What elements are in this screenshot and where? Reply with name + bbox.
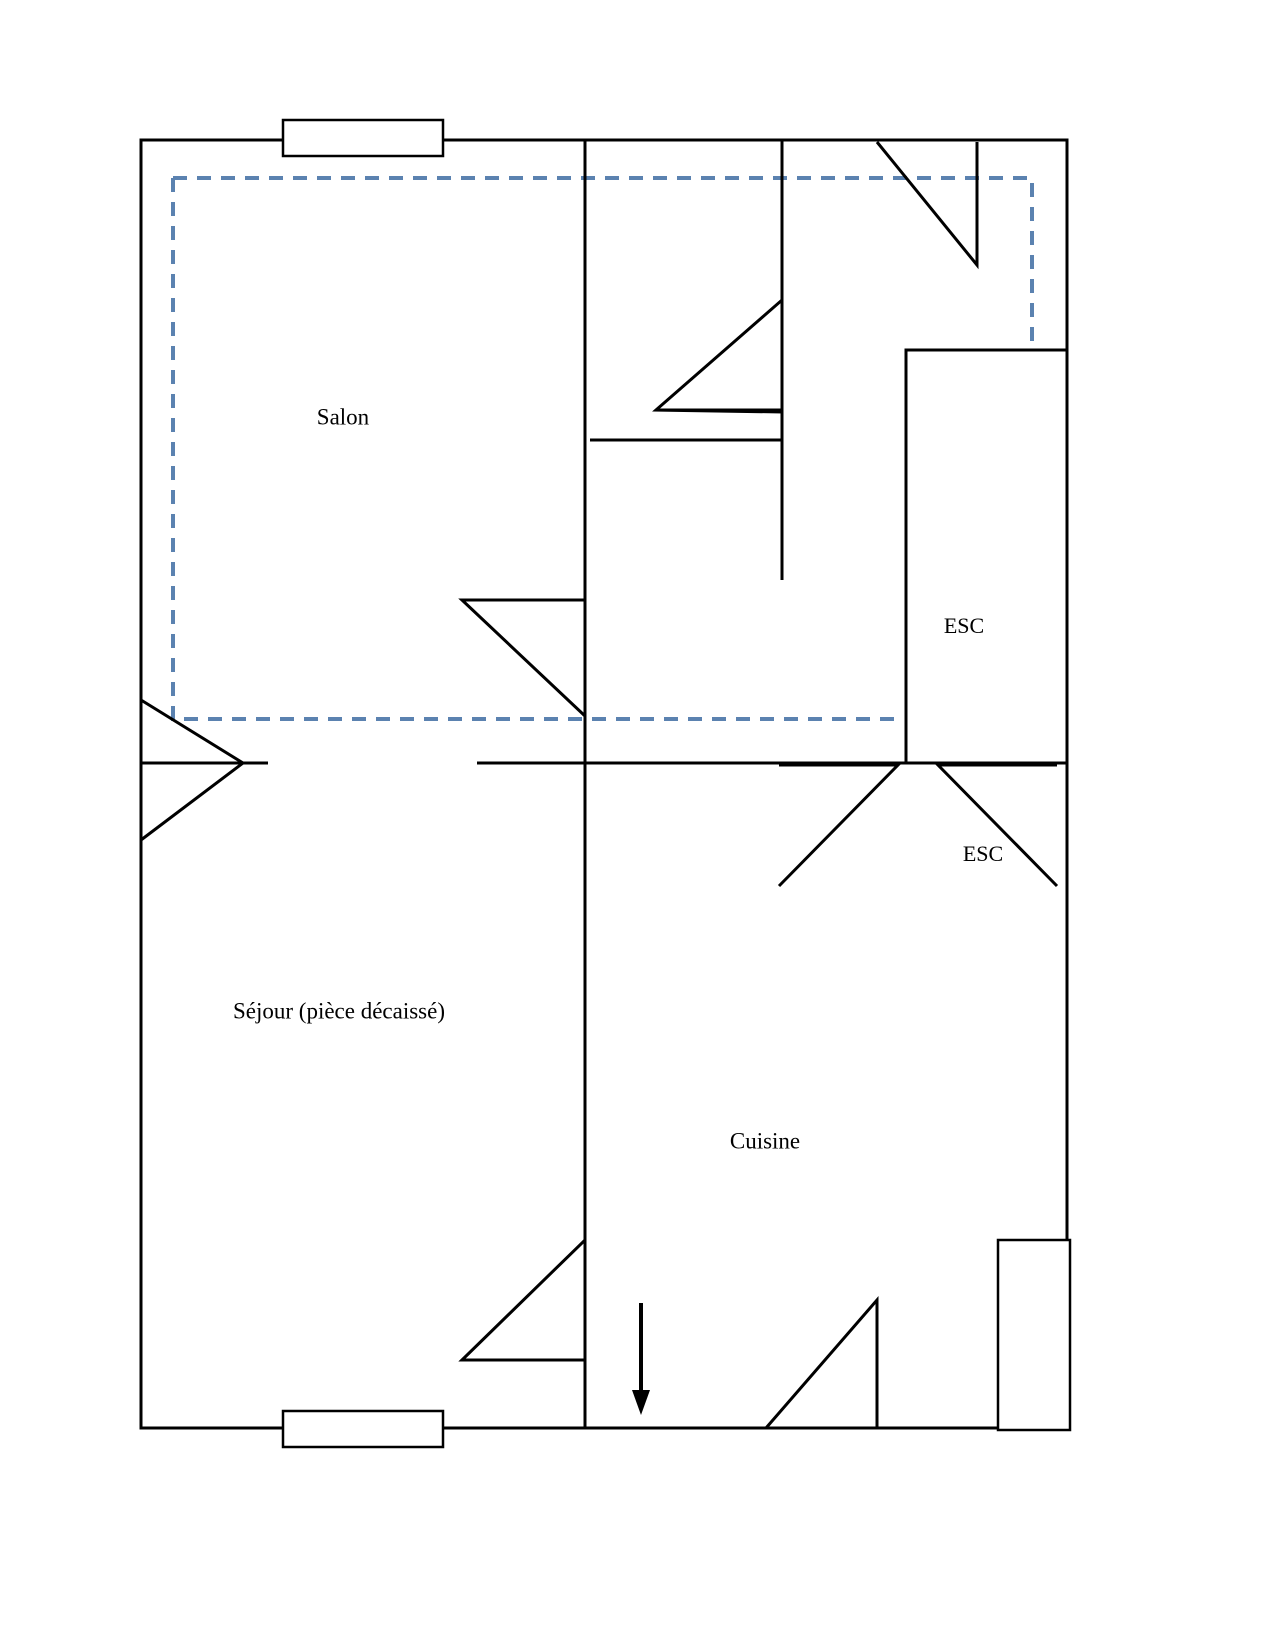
door-swings	[141, 142, 1057, 1428]
room-label-esc-upper: ESC	[943, 613, 985, 639]
outer-walls	[141, 140, 1067, 1428]
room-label-cuisine: Cuisine	[729, 1128, 801, 1154]
room-label-esc-lower: ESC	[962, 841, 1004, 867]
window-right-lower	[998, 1240, 1070, 1430]
interior-walls	[141, 140, 1067, 1428]
direction-arrow-icon	[632, 1303, 650, 1415]
window-top	[283, 120, 443, 156]
room-label-salon: Salon	[316, 404, 370, 430]
dashed-zone	[173, 178, 1032, 719]
room-label-sejour: Séjour (pièce décaissé)	[232, 998, 446, 1024]
window-bottom	[283, 1411, 443, 1447]
